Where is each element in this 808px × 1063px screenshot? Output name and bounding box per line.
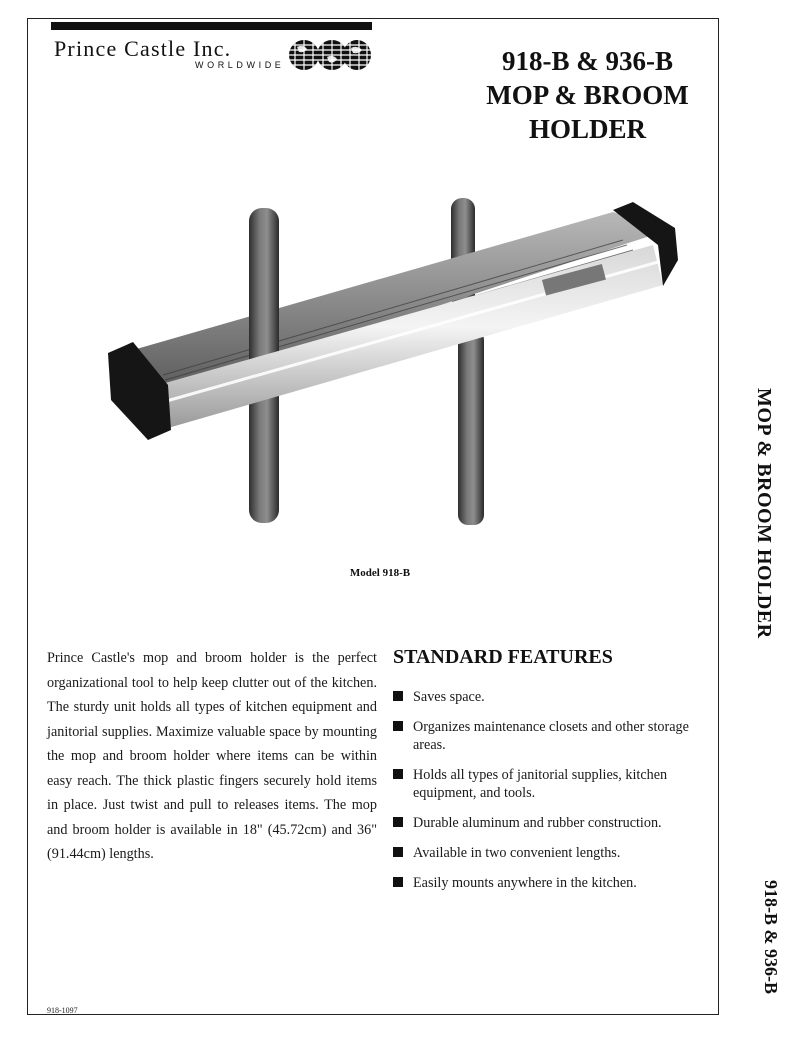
features-heading: STANDARD FEATURES [393, 646, 613, 668]
feature-item: Available in two convenient lengths. [393, 844, 713, 862]
product-description: Prince Castle's mop and broom holder is the perfect organizational tool to help keep clutter out of the kitchen. The sturdy unit holds all types of kitchen equipment and janitorial supplies. Maximize valuable space by mounting the mop and broom holder where items can be within easy reach. The thick plastic fingers securely hold items in place. Just twist and pull to releases items. The mop and broom holder is available in 18" (45.72cm) and 36" (91.44cm) lengths. [47, 650, 377, 862]
square-bullet-icon [393, 769, 403, 779]
square-bullet-icon [393, 817, 403, 827]
product-photo [103, 190, 683, 530]
document-number: 918-1097 [47, 1006, 78, 1015]
feature-item: Durable aluminum and rubber construction. [393, 814, 713, 832]
globe-logo-icon [287, 39, 372, 71]
product-title [440, 44, 735, 146]
square-bullet-icon [393, 877, 403, 887]
logo-company-name: Prince Castle Inc. [54, 36, 232, 61]
feature-item: Saves space. [393, 688, 713, 706]
square-bullet-icon [393, 847, 403, 857]
square-bullet-icon [393, 691, 403, 701]
broom-handle-right [458, 330, 484, 525]
feature-item: Holds all types of janitorial supplies, kitchen equipment, and tools. [393, 766, 713, 802]
feature-item: Easily mounts anywhere in the kitchen. [393, 874, 713, 892]
company-logo [54, 36, 374, 78]
title-line-models: 918-B & 936-B [502, 46, 673, 76]
feature-item: Organizes maintenance closets and other storage areas. [393, 718, 713, 754]
square-bullet-icon [393, 721, 403, 731]
title-line-holder: HOLDER [528, 114, 647, 144]
side-title: MOP & BROOM HOLDER [753, 388, 775, 639]
header-bar [51, 22, 372, 30]
photo-caption: Model 918-B [349, 567, 411, 579]
title-line-product: MOP & BROOM [486, 80, 689, 110]
logo-tagline: WORLDWIDE [195, 60, 285, 70]
features-list [393, 688, 713, 904]
side-model-number: 918-B & 936-B [761, 880, 781, 994]
